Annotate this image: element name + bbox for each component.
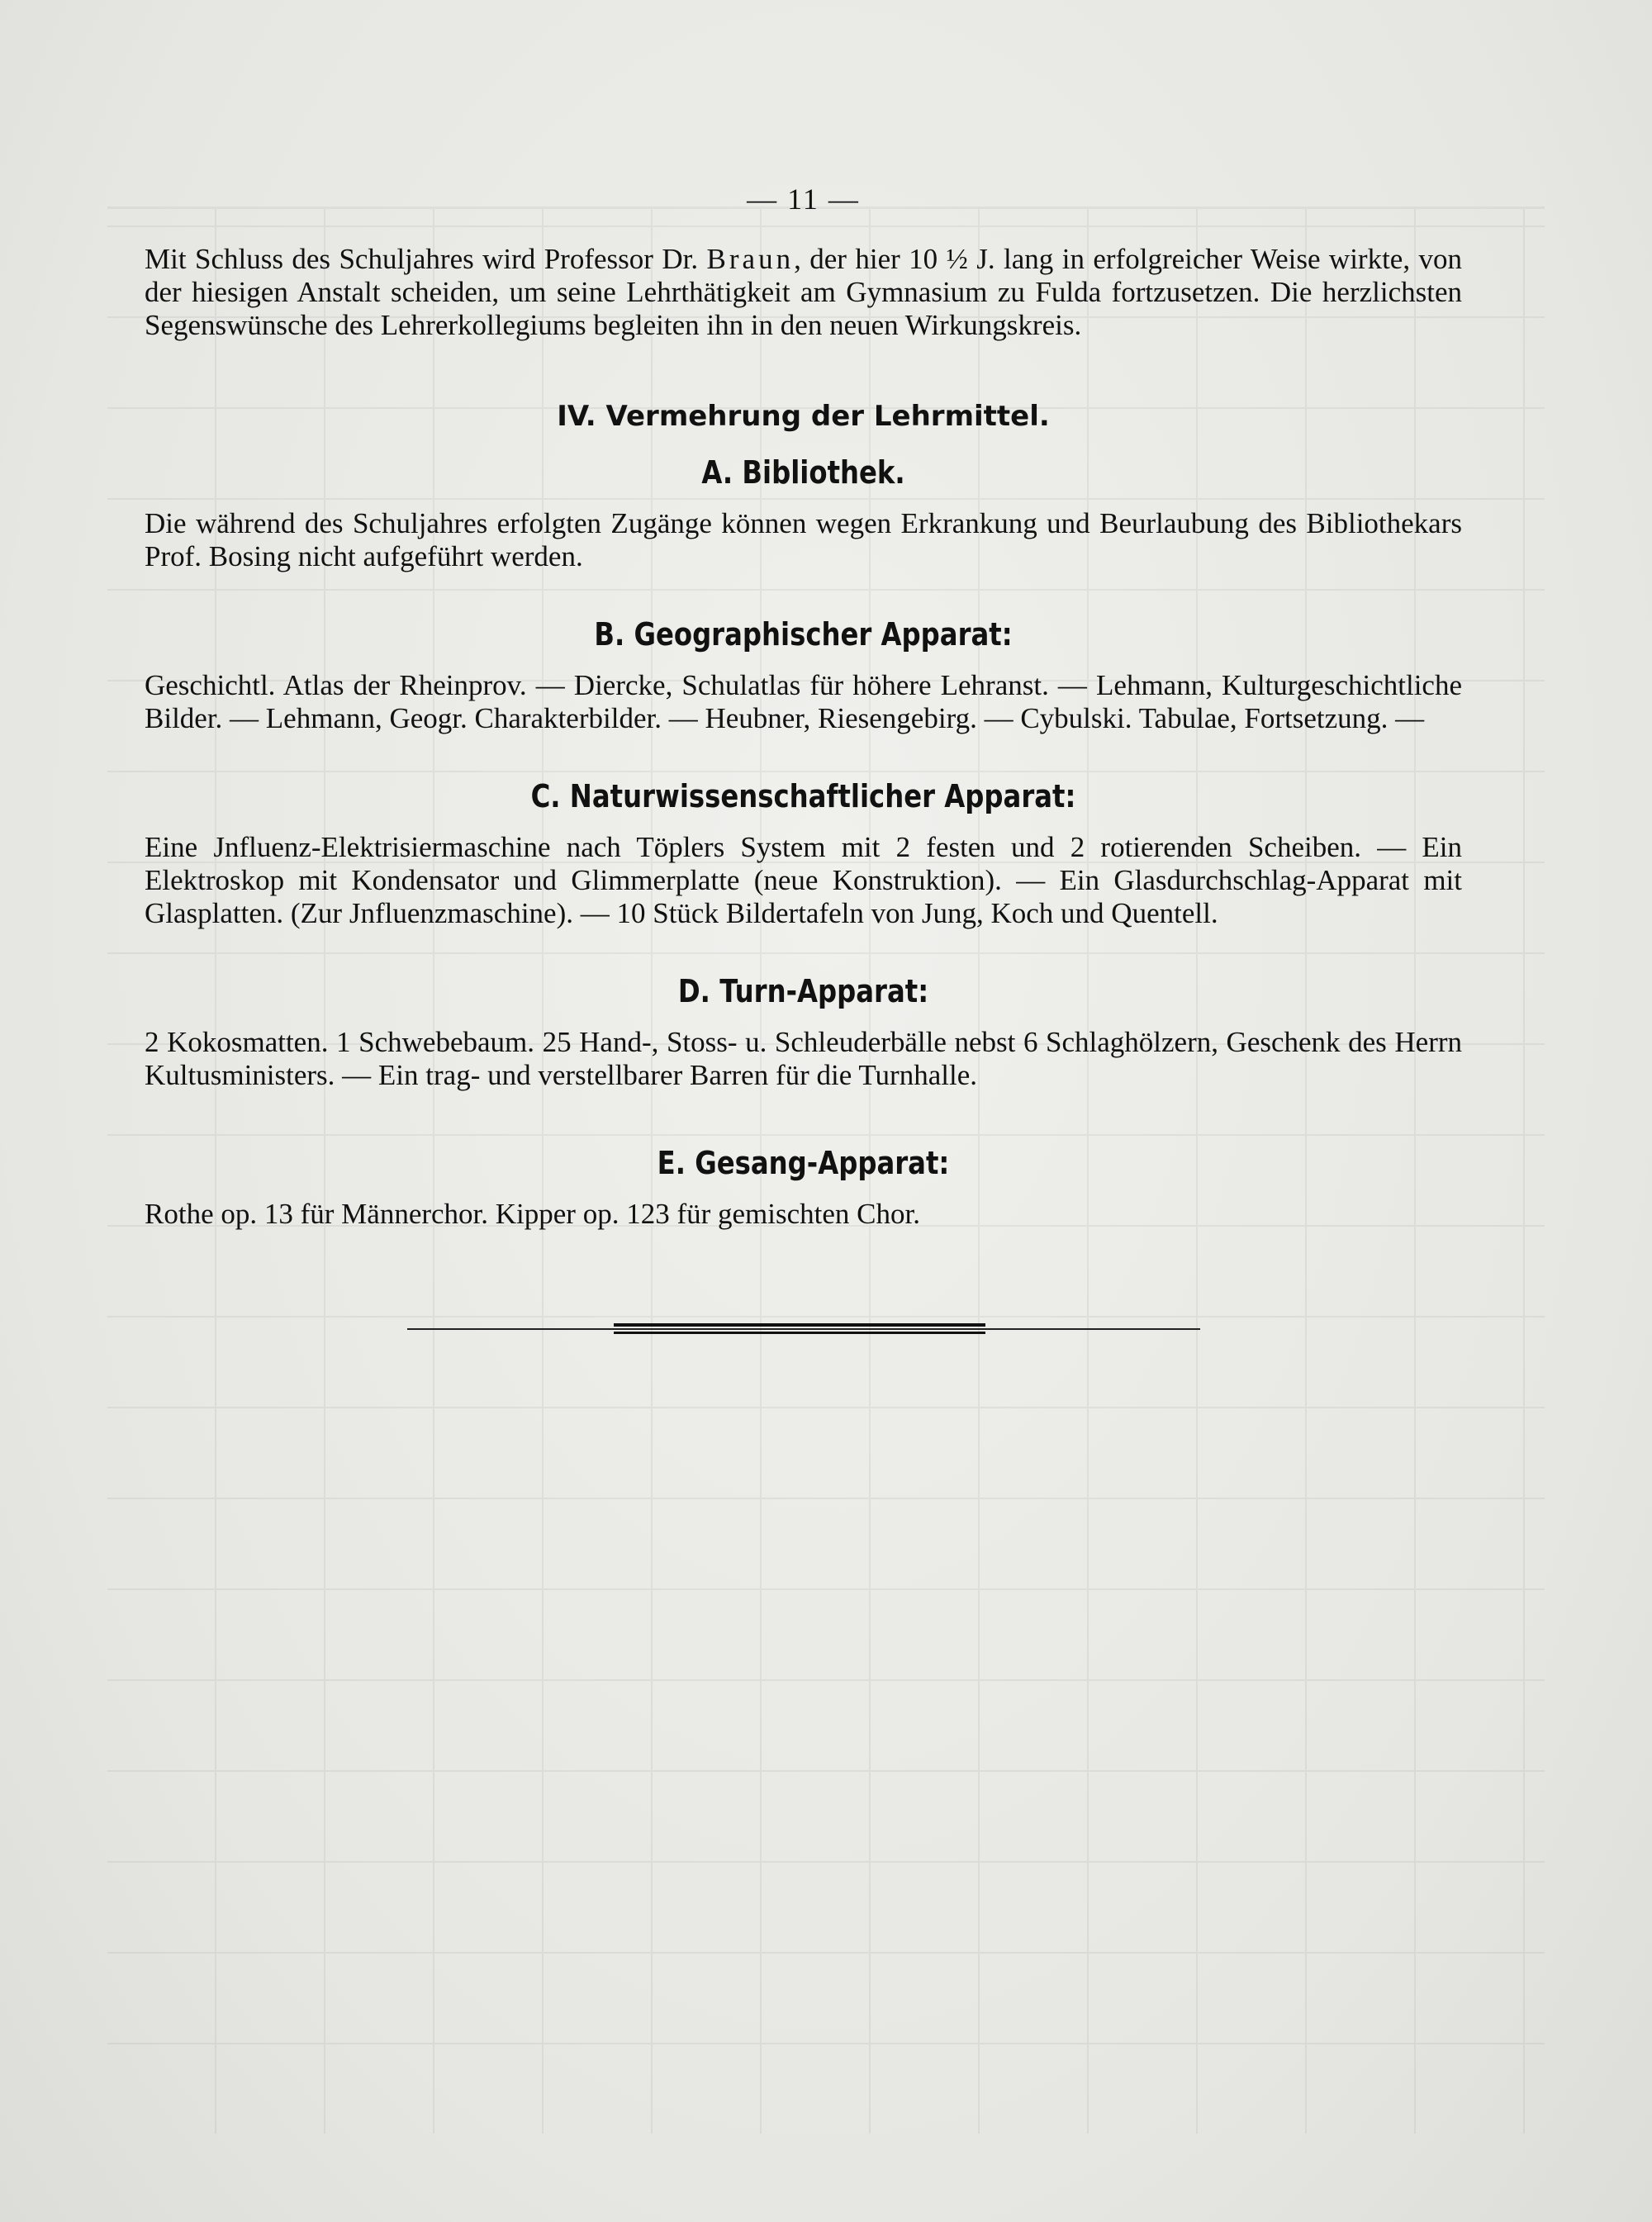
subsection-a-text: Die während des Schuljahres erfolgten Zugänge können wegen Erkrankung und Beurlaubung des Bibliothekars Prof. Bosing nicht aufgeführt werden. [145,507,1462,572]
rule-thick-line-top [614,1323,985,1327]
page-content [145,182,1462,1338]
intro-after-name: , der hier 10 ½ J. lang in erfolgreicher Weise wirkte, von der hiesigen Anstalt scheiden, um seine Lehrthätigkeit am Gymnasium zu Fulda fortzusetzen. Die herzlichsten Segenswünsche des Lehrerkollegiums begleiten ihn in den neuen Wirkungskreis. [145,243,1463,341]
subsection-c-title: C. Naturwissenschaftlicher Apparat: [530,778,1076,814]
intro-paragraph [145,243,1462,342]
subsection-c-text: Eine Jnfluenz-Elektrisiermaschine nach Töplers System mit 2 festen und 2 rotierenden Scheiben. — Ein Elektroskop mit Kondensator und Glimmerplatte (neue Konstruktion). — Ein Glasdurchschlag-Apparat mit Glasplatten. (Zur Jnfluenzmaschine). — 10 Stück Bildertafeln von Jung, Koch und Quentell. [145,831,1462,929]
subsection-b-text: Geschichtl. Atlas der Rheinprov. — Diercke, Schulatlas für höhere Lehranst. — Lehmann, Kulturgeschichtliche Bilder. — Lehmann, Geogr. Charakterbilder. — Heubner, Riesengebirg. — Cybulski. Tabulae, Fortsetzung. — [145,669,1462,734]
subsection-e-text: Rothe op. 13 für Männerchor. Kipper op. 123 für gemischten Chor. [145,1198,920,1230]
page-number: — 11 — [747,183,860,216]
subsection-a-title: A. Bibliothek. [701,454,905,491]
closing-rule [407,1322,1200,1338]
subsection-e-title: E. Gesang-Apparat: [657,1145,950,1181]
intro-before-name: Mit Schluss des Schuljahres wird Professor Dr. [145,243,699,275]
section-title: IV. Vermehrung der Lehrmittel. [557,400,1050,433]
subsection-d-text: 2 Kokosmatten. 1 Schwebebaum. 25 Hand-, Stoss- u. Schleuderbälle nebst 6 Schlaghölzern, Geschenk des Herrn Kultusministers. — Ein trag- und verstellbarer Barren für die Turnhalle. [145,1026,1462,1091]
subsection-d-title: D. Turn-Apparat: [677,973,929,1009]
intro-name: Braun [706,243,795,275]
rule-thick-line-bottom [614,1332,985,1334]
rule-thin-line [407,1328,1200,1330]
subsection-b-title: B. Geographischer Apparat: [594,616,1013,653]
